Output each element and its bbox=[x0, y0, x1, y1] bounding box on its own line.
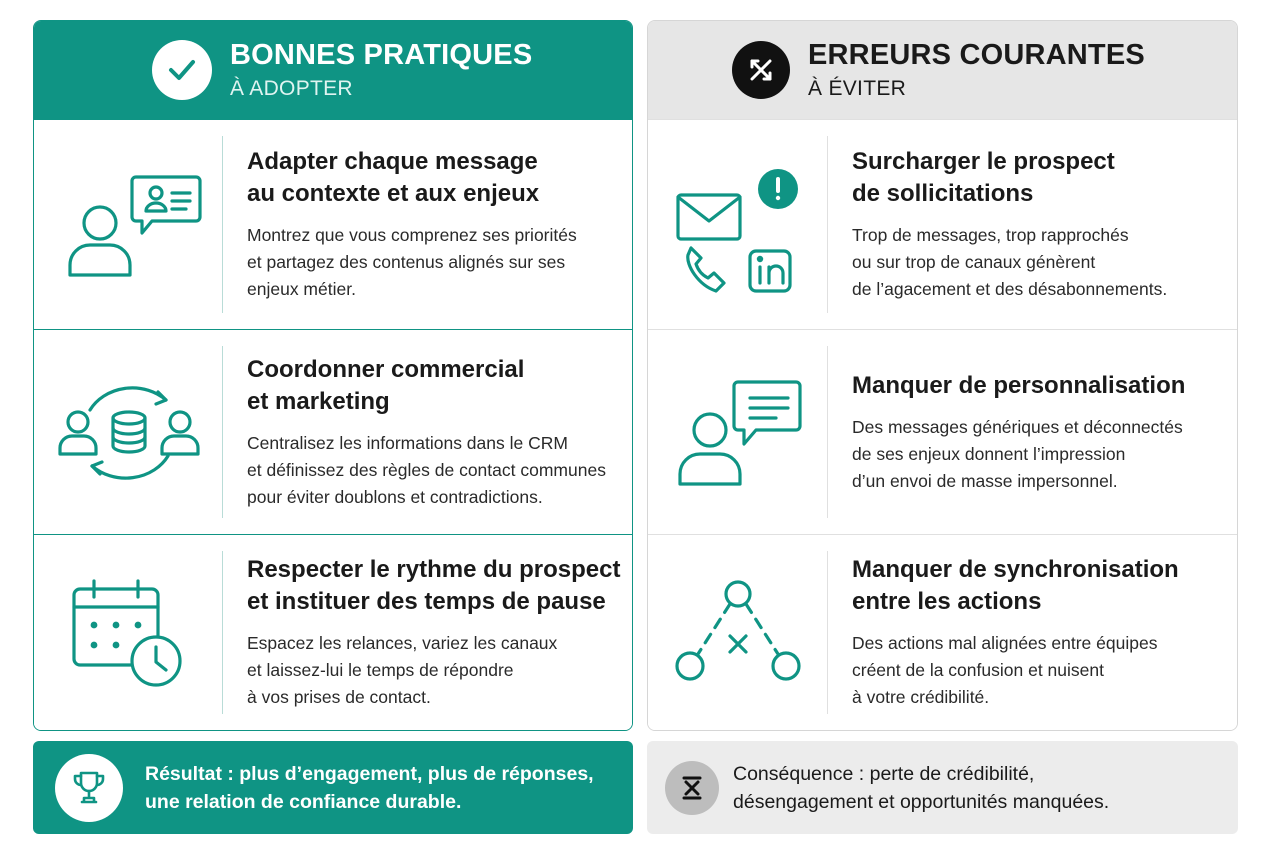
cross-arrows-icon bbox=[732, 41, 790, 99]
consequence-text: Conséquence : perte de crédibilité, désengagement et opportunités manquées. bbox=[733, 762, 1110, 813]
mistake-item bbox=[648, 329, 1237, 534]
mistake-item-body: Trop de messages, trop rapprochés ou sur trop de canaux génèrent de l’agacement et des désabonnements. bbox=[852, 225, 1168, 299]
mistake-item bbox=[648, 534, 1237, 730]
multichannel-alert-icon bbox=[648, 120, 828, 329]
good-item-title: Coordonner commercial et marketing bbox=[247, 355, 525, 415]
good-item-body: Centralisez les informations dans le CRM et définissez des règles de contact communes pour éviter doublons et contradictions. bbox=[247, 432, 606, 507]
mistake-item-body: Des actions mal alignées entre équipes créent de la confusion et nuisent à votre crédibilité. bbox=[852, 633, 1158, 707]
good-practices-title: BONNES PRATIQUES bbox=[230, 39, 533, 71]
good-practices-subtitle: À ADOPTER bbox=[230, 77, 353, 100]
common-mistakes-title: ERREURS COURANTES bbox=[808, 39, 1145, 71]
common-mistakes-panel bbox=[647, 20, 1238, 731]
check-icon bbox=[152, 40, 212, 100]
broken-chain-icon bbox=[665, 761, 719, 815]
mistake-item-body: Des messages génériques et déconnectés de ses enjeux donnent l’impression d’un envoi de masse impersonnel. bbox=[852, 416, 1183, 491]
result-text: Résultat : plus d’engagement, plus de réponses, une relation de confiance durable. bbox=[145, 762, 594, 813]
good-item-title: Adapter chaque message au contexte et aux enjeux bbox=[247, 148, 540, 207]
consequence-banner bbox=[647, 741, 1238, 834]
result-banner bbox=[33, 741, 633, 834]
good-practice-item bbox=[34, 119, 632, 329]
good-practices-panel bbox=[33, 20, 633, 731]
calendar-clock-icon bbox=[34, 535, 223, 730]
good-practices-header bbox=[34, 21, 632, 119]
user-message-icon bbox=[648, 330, 828, 534]
mistake-item-title: Manquer de personnalisation bbox=[852, 371, 1186, 399]
broken-network-icon bbox=[648, 535, 828, 730]
sync-database-users-icon bbox=[34, 330, 223, 534]
good-practice-item bbox=[34, 329, 632, 534]
trophy-icon bbox=[55, 754, 123, 822]
good-item-body: Espacez les relances, variez les canaux et laissez-lui le temps de répondre à vos prises de contact. bbox=[247, 633, 558, 707]
common-mistakes-subtitle: À ÉVITER bbox=[808, 77, 907, 100]
good-practice-item bbox=[34, 534, 632, 730]
user-id-card-icon bbox=[34, 120, 223, 329]
common-mistakes-column bbox=[647, 20, 1238, 731]
mistake-item-title: Manquer de synchronisation entre les actions bbox=[852, 556, 1179, 615]
good-item-body: Montrez que vous comprenez ses priorités et partagez des contenus alignés sur ses enjeux métier. bbox=[247, 225, 577, 299]
good-practices-column bbox=[33, 20, 633, 731]
mistake-item bbox=[648, 119, 1237, 329]
common-mistakes-header bbox=[648, 21, 1237, 119]
mistake-item-title: Surcharger le prospect de sollicitations bbox=[852, 148, 1115, 207]
good-item-title: Respecter le rythme du prospect et instituer des temps de pause bbox=[247, 556, 621, 615]
